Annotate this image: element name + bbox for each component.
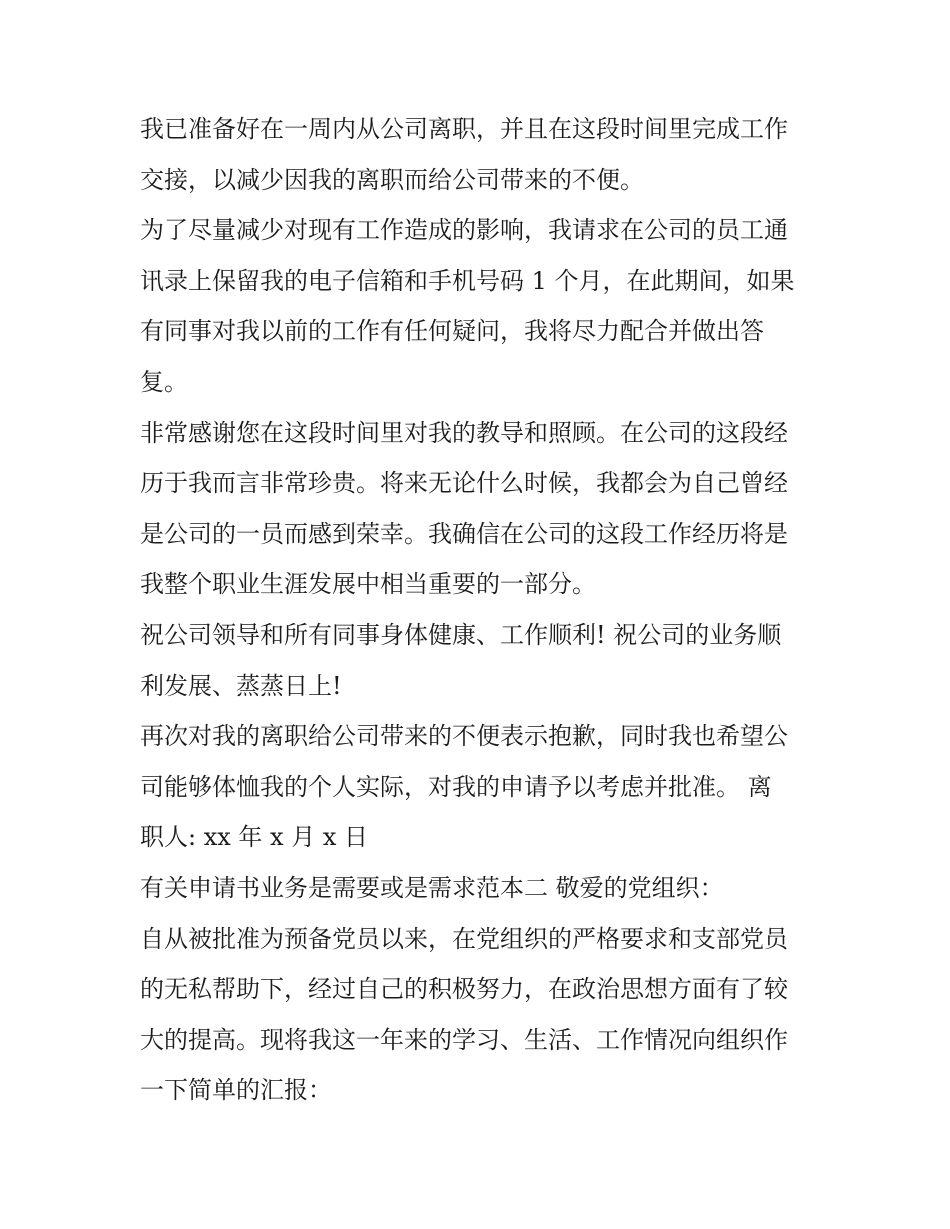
text-line: 自从被批准为预备党员以来，在党组织的严格要求和支部党员 [140, 924, 788, 953]
body-text [140, 104, 820, 1116]
text-line: 历于我而言非常珍贵。将来无论什么时候，我都会为自己曾经 [140, 469, 788, 498]
text-line: 我已准备好在一周内从公司离职，并且在这段时间里完成工作 [140, 115, 788, 143]
text-line: 我整个职业生涯发展中相当重要的一部分。 [140, 570, 596, 599]
text-line: 讯录上保留我的电子信箱和手机号码 1 个月，在此期间，如果 [140, 266, 795, 295]
text-line: 有关申请书业务是需要或是需求范本二 敬爱的党组织： [140, 873, 724, 902]
text-line: 交接，以减少因我的离职而给公司带来的不便。 [140, 165, 644, 194]
text-line: 祝公司领导和所有同事身体健康、工作顺利! 祝公司的业务顺 [140, 620, 782, 649]
text-line: 是公司的一员而感到荣幸。我确信在公司的这段工作经历将是 [140, 519, 788, 548]
text-line: 一下简单的汇报： [140, 1076, 332, 1105]
text-line: 利发展、蒸蒸日上! [140, 671, 342, 700]
text-line: 复。 [140, 367, 188, 396]
text-line: 的无私帮助下，经过自己的积极努力，在政治思想方面有了较 [140, 975, 788, 1004]
text-line: 大的提高。现将我这一年来的学习、生活、工作情况向组织作 [140, 1025, 788, 1054]
text-line: 非常感谢您在这段时间里对我的教导和照顾。在公司的这段经 [140, 418, 788, 447]
text-line: 有同事对我以前的工作有任何疑问，我将尽力配合并做出答 [140, 317, 764, 346]
text-line: 职人: xx 年 x 月 x 日 [140, 823, 368, 852]
text-line: 为了尽量减少对现有工作造成的影响，我请求在公司的员工通 [140, 216, 788, 245]
text-line: 再次对我的离职给公司带来的不便表示抱歉，同时我也希望公 [140, 722, 788, 751]
text-line: 司能够体恤我的个人实际，对我的申请予以考虑并批准。 离 [140, 772, 772, 801]
